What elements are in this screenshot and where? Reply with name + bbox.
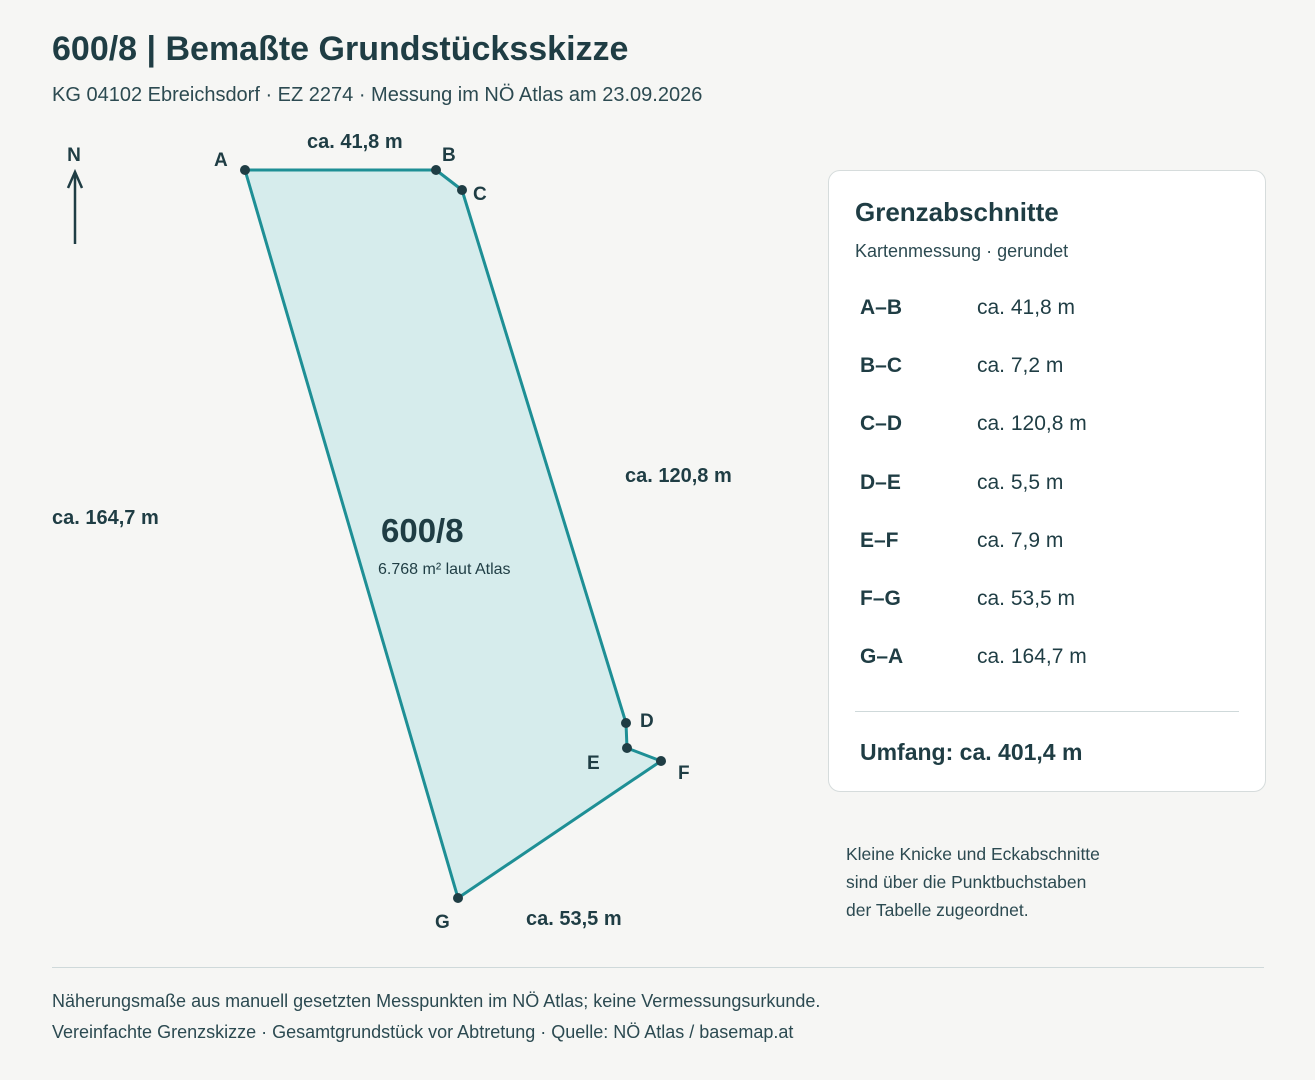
north-label: N <box>67 145 81 166</box>
footer-disclaimer: Näherungsmaße aus manuell gesetzten Messpunkten im NÖ Atlas; keine Vermessungsurkunde. <box>52 991 821 1011</box>
footer-source: Vereinfachte Grenzskizze · Gesamtgrundstück vor Abtretung · Quelle: NÖ Atlas / basemap.at <box>52 1022 794 1042</box>
perimeter-total: Umfang: ca. 401,4 m <box>860 739 1083 765</box>
point-d-marker <box>621 718 631 728</box>
segment-value: ca. 7,2 m <box>977 354 1064 377</box>
parcel-number: 600/8 <box>381 512 464 549</box>
segment-key: D–E <box>860 471 901 494</box>
point-e-label: E <box>587 753 600 774</box>
dimension-left: ca. 164,7 m <box>52 507 159 529</box>
segment-value: ca. 164,7 m <box>977 645 1087 668</box>
segment-row <box>829 645 1265 675</box>
dimension-top: ca. 41,8 m <box>307 131 403 153</box>
note-line: Kleine Knicke und Eckabschnitte <box>846 844 1100 864</box>
note-line: sind über die Punktbuchstaben <box>846 872 1087 892</box>
segment-row <box>829 296 1265 326</box>
point-c-label: C <box>473 184 487 205</box>
segment-value: ca. 7,9 m <box>977 529 1064 552</box>
segment-key: A–B <box>860 296 903 319</box>
point-d-label: D <box>640 711 654 732</box>
point-g-marker <box>453 893 463 903</box>
segments-panel <box>828 170 1266 792</box>
point-e-marker <box>622 743 632 753</box>
point-b-marker <box>431 165 441 175</box>
segment-value: ca. 41,8 m <box>977 296 1076 319</box>
segment-value: ca. 53,5 m <box>977 587 1076 610</box>
segment-key: C–D <box>860 412 903 435</box>
panel-title: Grenzabschnitte <box>855 197 1059 227</box>
page-subtitle: KG 04102 Ebreichsdorf · EZ 2274 · Messung im NÖ Atlas am 23.09.2026 <box>52 84 703 106</box>
segment-key: G–A <box>860 645 904 668</box>
note-line: der Tabelle zugeordnet. <box>846 900 1029 920</box>
point-note <box>846 840 1100 924</box>
segment-key: F–G <box>860 587 901 610</box>
page-title: 600/8 | Bemaßte Grundstücksskizze <box>52 30 629 68</box>
point-a-label: A <box>214 150 228 171</box>
point-g-label: G <box>435 912 450 933</box>
point-f-marker <box>656 756 666 766</box>
north-arrow-icon <box>68 172 82 244</box>
segment-value: ca. 5,5 m <box>977 471 1064 494</box>
point-a-marker <box>240 165 250 175</box>
segment-row <box>829 529 1265 559</box>
segment-row <box>829 471 1265 501</box>
footer <box>52 986 820 1048</box>
segment-row <box>829 354 1265 384</box>
footer-divider <box>52 967 1264 968</box>
point-f-label: F <box>678 763 690 784</box>
point-b-label: B <box>442 145 456 166</box>
dimension-right: ca. 120,8 m <box>625 465 732 487</box>
segment-row <box>829 587 1265 617</box>
panel-divider <box>855 711 1239 712</box>
panel-subtitle: Kartenmessung · gerundet <box>855 241 1069 261</box>
parcel-area: 6.768 m² laut Atlas <box>378 561 511 578</box>
segment-key: E–F <box>860 529 899 552</box>
point-c-marker <box>457 185 467 195</box>
dimension-bottom: ca. 53,5 m <box>526 908 622 930</box>
segment-value: ca. 120,8 m <box>977 412 1087 435</box>
segment-row <box>829 412 1265 442</box>
segment-key: B–C <box>860 354 903 377</box>
